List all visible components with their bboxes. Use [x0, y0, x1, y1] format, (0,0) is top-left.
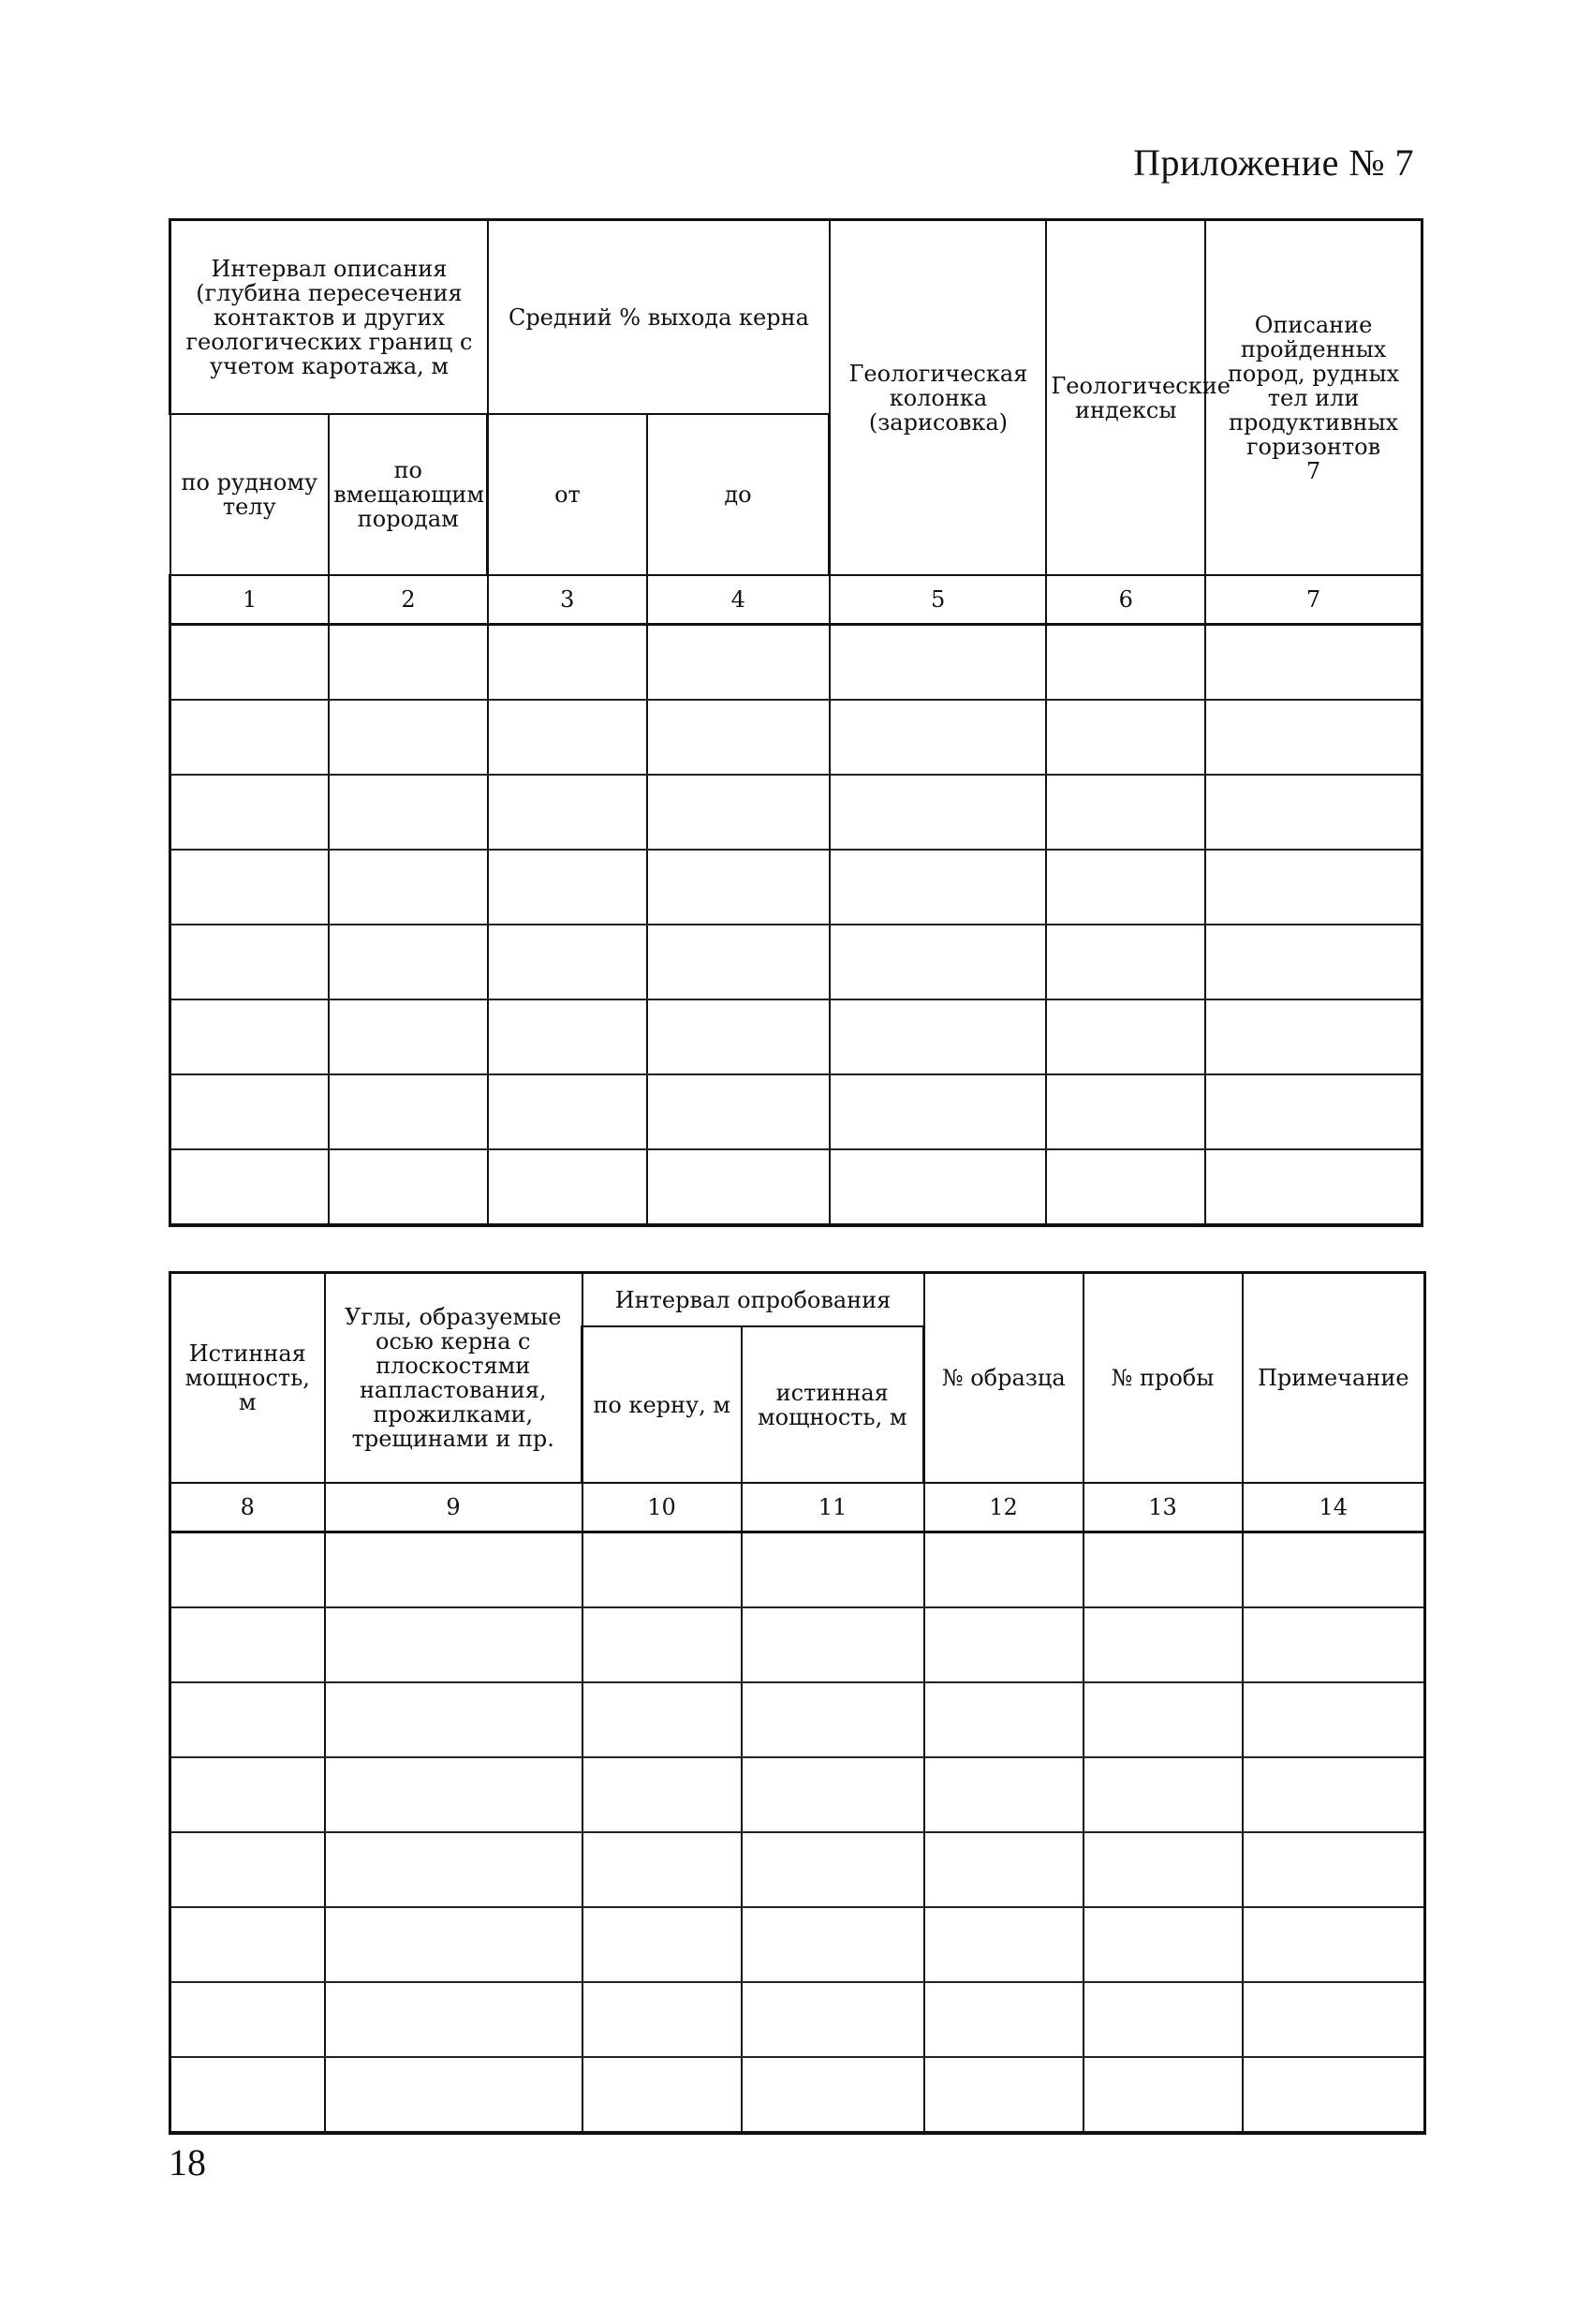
thickness-header: Истинная мощность, м — [170, 1273, 325, 1484]
table-row — [170, 1532, 1425, 1608]
core-host-header: по вмещающим породам — [329, 414, 488, 575]
page-number: 18 — [169, 2141, 206, 2183]
column-number: 1 — [170, 575, 330, 625]
table-row — [170, 1907, 1425, 1982]
appendix-title: Приложение № 7 — [1133, 141, 1414, 184]
table-row — [170, 1682, 1425, 1757]
sampling-interval-header: Интервал опробования — [582, 1273, 924, 1327]
table-row — [170, 700, 1422, 775]
table-row — [170, 1832, 1425, 1907]
column-number: 11 — [742, 1483, 924, 1532]
table-row — [170, 850, 1422, 925]
column-number: 9 — [325, 1483, 582, 1532]
geo-column-header: Геологическая колонка (зарисовка) — [830, 220, 1046, 576]
description-header — [1205, 220, 1422, 576]
note-header: Примечание — [1243, 1273, 1425, 1484]
interval-header: Интервал описания (глубина пересечения контактов и других геологических границ с учетом каротажа, м — [170, 220, 488, 415]
column-number: 3 — [488, 575, 647, 625]
table-row — [170, 999, 1422, 1074]
geology-log-table — [169, 218, 1423, 1227]
column-number: 10 — [582, 1483, 742, 1532]
table-row — [170, 1074, 1422, 1149]
sampling-table — [169, 1271, 1426, 2135]
table-row — [170, 1757, 1425, 1832]
table-row — [170, 1149, 1422, 1225]
column-number: 14 — [1243, 1483, 1425, 1532]
table-row — [170, 2057, 1425, 2133]
column-number: 8 — [170, 1483, 325, 1532]
table-row — [170, 1982, 1425, 2057]
core-ore-header: по рудному телу — [170, 414, 330, 575]
table-row — [170, 775, 1422, 850]
description-label: Описание пройденных пород, рудных тел или продуктивных горизонтов — [1227, 311, 1400, 460]
to-header: до — [647, 414, 830, 575]
column-number: 13 — [1083, 1483, 1243, 1532]
from-header: от — [488, 414, 647, 575]
column-number: 5 — [830, 575, 1046, 625]
column-number: 2 — [329, 575, 488, 625]
probe-number-header: № пробы — [1083, 1273, 1243, 1484]
column-number: 7 — [1205, 575, 1422, 625]
column-number: 12 — [924, 1483, 1083, 1532]
sample-number-header: № образца — [924, 1273, 1083, 1484]
by-core-header: по керну, м — [582, 1326, 742, 1483]
table-row — [170, 625, 1422, 701]
true-thickness-header: истинная мощность, м — [742, 1326, 924, 1483]
column-number: 6 — [1046, 575, 1205, 625]
description-number: 7 — [1305, 457, 1321, 484]
geo-index-header: Геологические индексы — [1046, 220, 1205, 576]
core-yield-header: Средний % выхода керна — [488, 220, 830, 415]
column-number: 4 — [647, 575, 830, 625]
angles-header: Углы, образуемые осью керна с плоскостями напластования, прожилками, трещинами и пр. — [325, 1273, 582, 1484]
table-row — [170, 1607, 1425, 1682]
table-row — [170, 925, 1422, 999]
